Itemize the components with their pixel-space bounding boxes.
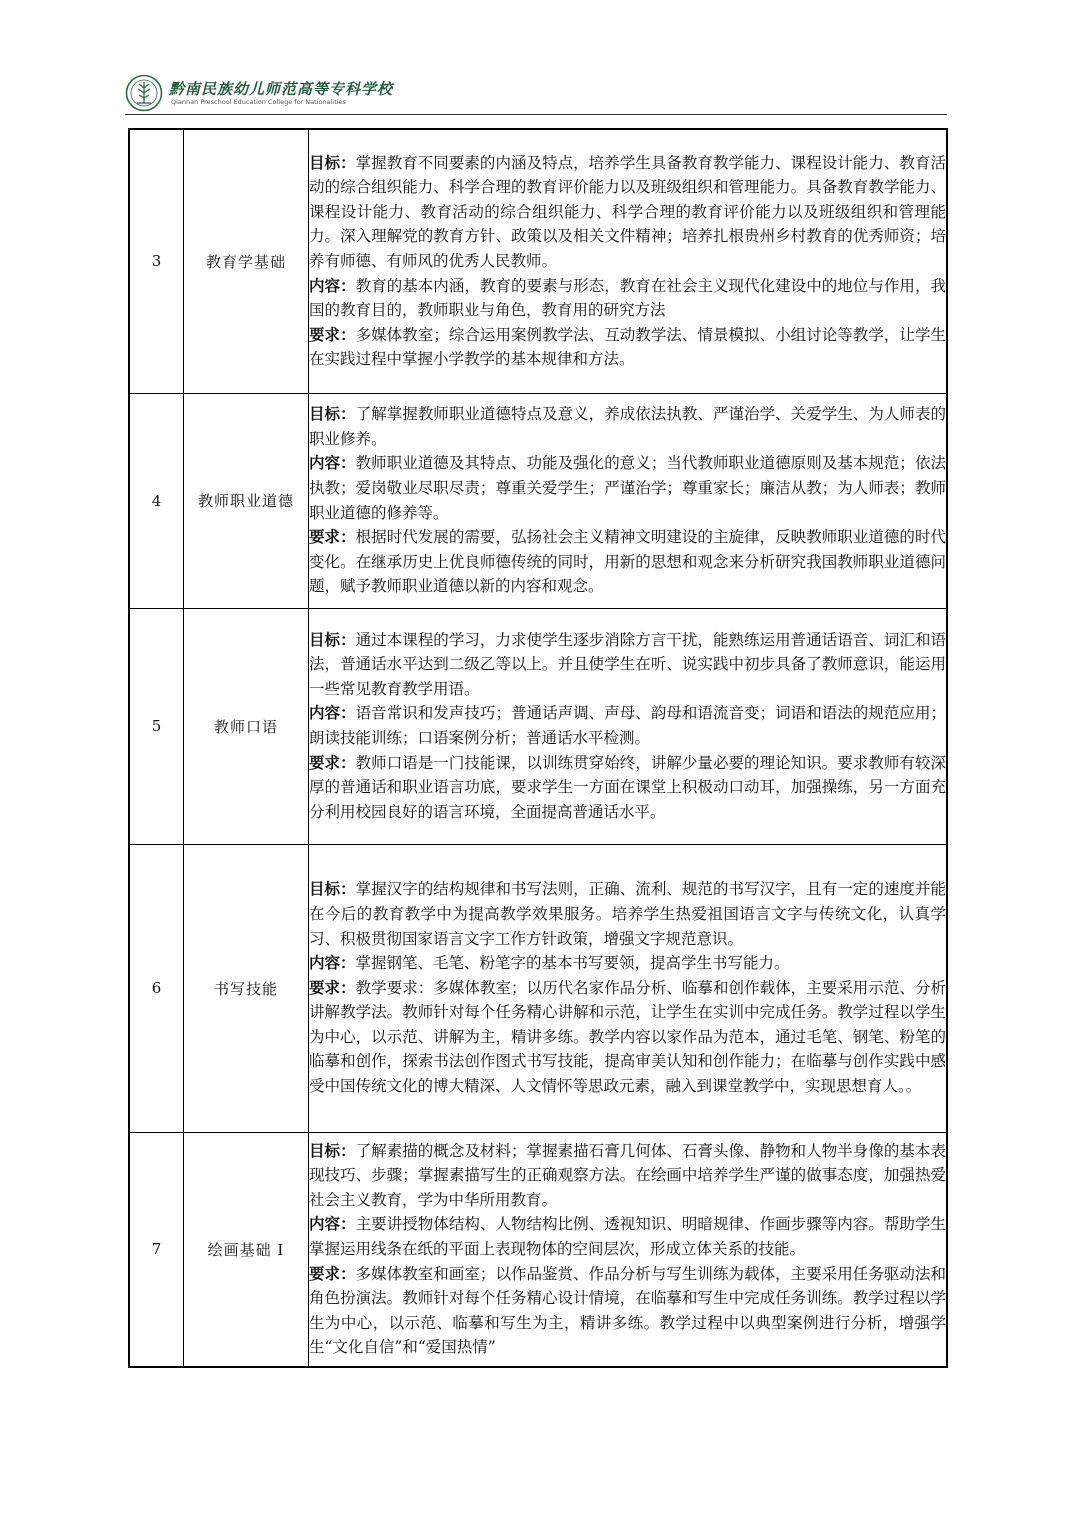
goal-section (309, 151, 946, 274)
requirement-label: 要求： (309, 1264, 356, 1283)
goal-text: 了解掌握教师职业道德特点及意义，养成依法执教、严谨治学、关爱学生、为人师表的职业修养。 (309, 405, 946, 448)
requirement-label: 要求： (309, 325, 356, 344)
course-number: 4 (129, 393, 184, 608)
goal-label: 目标： (309, 630, 356, 649)
table-row (129, 129, 947, 393)
goal-label: 目标： (309, 1141, 356, 1160)
requirement-section (309, 976, 946, 1099)
requirement-section (309, 525, 946, 599)
course-name: 教师职业道德 (184, 393, 309, 608)
content-text: 教育的基本内涵，教育的要素与形态，教育在社会主义现代化建设中的地位与作用，我国的教育目的，教师职业与角色，教育用的研究方法 (309, 276, 946, 320)
content-text: 掌握钢笔、毛笔、粉笔字的基本书写要领，提高学生书写能力。 (355, 954, 790, 973)
content-label: 内容： (309, 954, 356, 973)
content-label: 内容： (309, 704, 356, 723)
goal-section (309, 628, 946, 702)
content-section (309, 951, 946, 976)
course-number: 6 (129, 844, 184, 1132)
requirement-label: 要求： (309, 753, 356, 772)
course-description (309, 129, 948, 393)
goal-label: 目标： (309, 405, 356, 424)
table-row (129, 1132, 947, 1367)
goal-text: 掌握教育不同要素的内涵及特点，培养学生具备教育教学能力、课程设计能力、教育活动的综合组织能力、科学合理的教育评价能力以及班级组织和管理能力。具备教育教学能力、课程设计能力、教育活动的综合组织能力、科学合理的教育评价能力以及班级组织和管理能力。深入理解党的教育方针、政策以及相关文件精神；培养扎根贵州乡村教育的优秀师资；培养有师德、有师风的优秀人民教师。 (309, 153, 946, 270)
goal-text: 了解素描的概念及材料；掌握素描石膏几何体、石膏头像、静物和人物半身像的基本表现技巧、步骤；掌握素描写生的正确观察方法。在绘画中培养学生严谨的做事态度，加强热爱社会主义教育，学为中华所用教育。 (309, 1141, 946, 1209)
page-header (125, 70, 947, 118)
content-label: 内容： (309, 276, 356, 295)
course-number: 5 (129, 608, 184, 844)
requirement-text: 教师口语是一门技能课，以训练贯穿始终，讲解少量必要的理论知识。要求教师有较深厚的普通话和职业语言功底，要求学生一方面在课堂上积极动口动耳，加强操练，另一方面充分利用校园良好的语言环境，全面提高普通话水平。 (309, 753, 946, 821)
content-section (309, 274, 946, 323)
course-description (309, 1132, 948, 1367)
content-text: 教师职业道德及其特点、功能及强化的意义；当代教师职业道德原则及基本规范；依法执教；爱岗敬业尽职尽责；尊重关爱学生；严谨治学；尊重家长；廉洁从教；为人师表；教师职业道德的修养等。 (309, 454, 946, 522)
requirement-text: 多媒体教室和画室；以作品鉴赏、作品分析与写生训练为载体，主要采用任务驱动法和角色扮演法。教师针对每个任务精心设计情境，在临摹和写生中完成任务训练。教学过程以学生为中心，以示范、临摹和写生为主，精讲多练。教学过程中以典型案例进行分析，增强学生“文化自信”和“爱国热情” (309, 1264, 946, 1357)
content-section (309, 1212, 946, 1261)
course-table (128, 128, 948, 1368)
course-name: 绘画基础 I (184, 1132, 309, 1367)
school-name-en: Qiannan Preschool Education College for Nationalities (171, 98, 346, 106)
course-name: 教师口语 (184, 608, 309, 844)
school-name-cn: 黔南民族幼儿师范高等专科学校 (169, 80, 394, 98)
goal-text: 掌握汉字的结构规律和书写法则，正确、流利、规范的书写汉字，且有一定的速度并能在今后的教育教学中为提高教学效果服务。培养学生热爱祖国语言文字与传统文化，认真学习、积极贯彻国家语言文字工作方针政策，增强文字规范意识。 (309, 880, 946, 948)
course-name: 书写技能 (184, 844, 309, 1132)
course-name: 教育学基础 (184, 129, 309, 393)
goal-label: 目标： (309, 153, 356, 172)
goal-section (309, 877, 946, 951)
course-number: 7 (129, 1132, 184, 1367)
school-emblem-icon (125, 74, 163, 112)
requirement-section (309, 323, 946, 372)
goal-text: 通过本课程的学习，力求使学生逐步消除方言干扰，能熟练运用普通话语音、词汇和语法，普通话水平达到二级乙等以上。并且使学生在听、说实践中初步具备了教师意识，能运用一些常见教育教学用语。 (309, 630, 946, 698)
content-label: 内容： (309, 454, 356, 473)
content-label: 内容： (309, 1215, 356, 1234)
course-description (309, 608, 948, 844)
table-row (129, 608, 947, 844)
table-row (129, 844, 947, 1132)
goal-section (309, 402, 946, 451)
table-row (129, 393, 947, 608)
course-description (309, 844, 948, 1132)
requirement-text: 根据时代发展的需要，弘扬社会主义精神文明建设的主旋律，反映教师职业道德的时代变化。在继承历史上优良师德传统的同时，用新的思想和观念来分析研究我国教师职业道德问题，赋予教师职业道德以新的内容和观念。 (309, 528, 946, 596)
content-section (309, 701, 946, 750)
course-number: 3 (129, 129, 184, 393)
content-text: 主要讲授物体结构、人物结构比例、透视知识、明暗规律、作画步骤等内容。帮助学生掌握运用线条在纸的平面上表现物体的空间层次，形成立体关系的技能。 (309, 1215, 946, 1258)
requirement-text: 多媒体教室；综合运用案例教学法、互动教学法、情景模拟、小组讨论等教学，让学生在实践过程中掌握小学教学的基本规律和方法。 (309, 325, 946, 369)
course-description (309, 393, 948, 608)
requirement-label: 要求： (309, 978, 356, 997)
content-text: 语音常识和发声技巧；普通话声调、声母、韵母和语流音变；词语和语法的规范应用；朗读技能训练；口语案例分析；普通话水平检测。 (309, 704, 946, 747)
requirement-section (309, 1262, 946, 1360)
header-divider (125, 114, 947, 115)
requirement-text: 教学要求：多媒体教室；以历代名家作品分析、临摹和创作载体，主要采用示范、分析讲解教学法。教师针对每个任务精心讲解和示范，让学生在实训中完成任务。教学过程以学生为中心，以示范、讲解为主，精讲多练。教学内容以家作品为范本，通过毛笔、钢笔、粉笔的临摹和创作，探索书法创作图式书写技能，提高审美认知和创作能力；在临摹与创作实践中感受中国传统文化的博大精深、人文情怀等思政元素，融入到课堂教学中，实现思想育人。。 (309, 978, 946, 1096)
requirement-section (309, 751, 946, 825)
content-section (309, 451, 946, 525)
goal-label: 目标： (309, 880, 356, 899)
goal-section (309, 1139, 946, 1213)
requirement-label: 要求： (309, 528, 356, 547)
